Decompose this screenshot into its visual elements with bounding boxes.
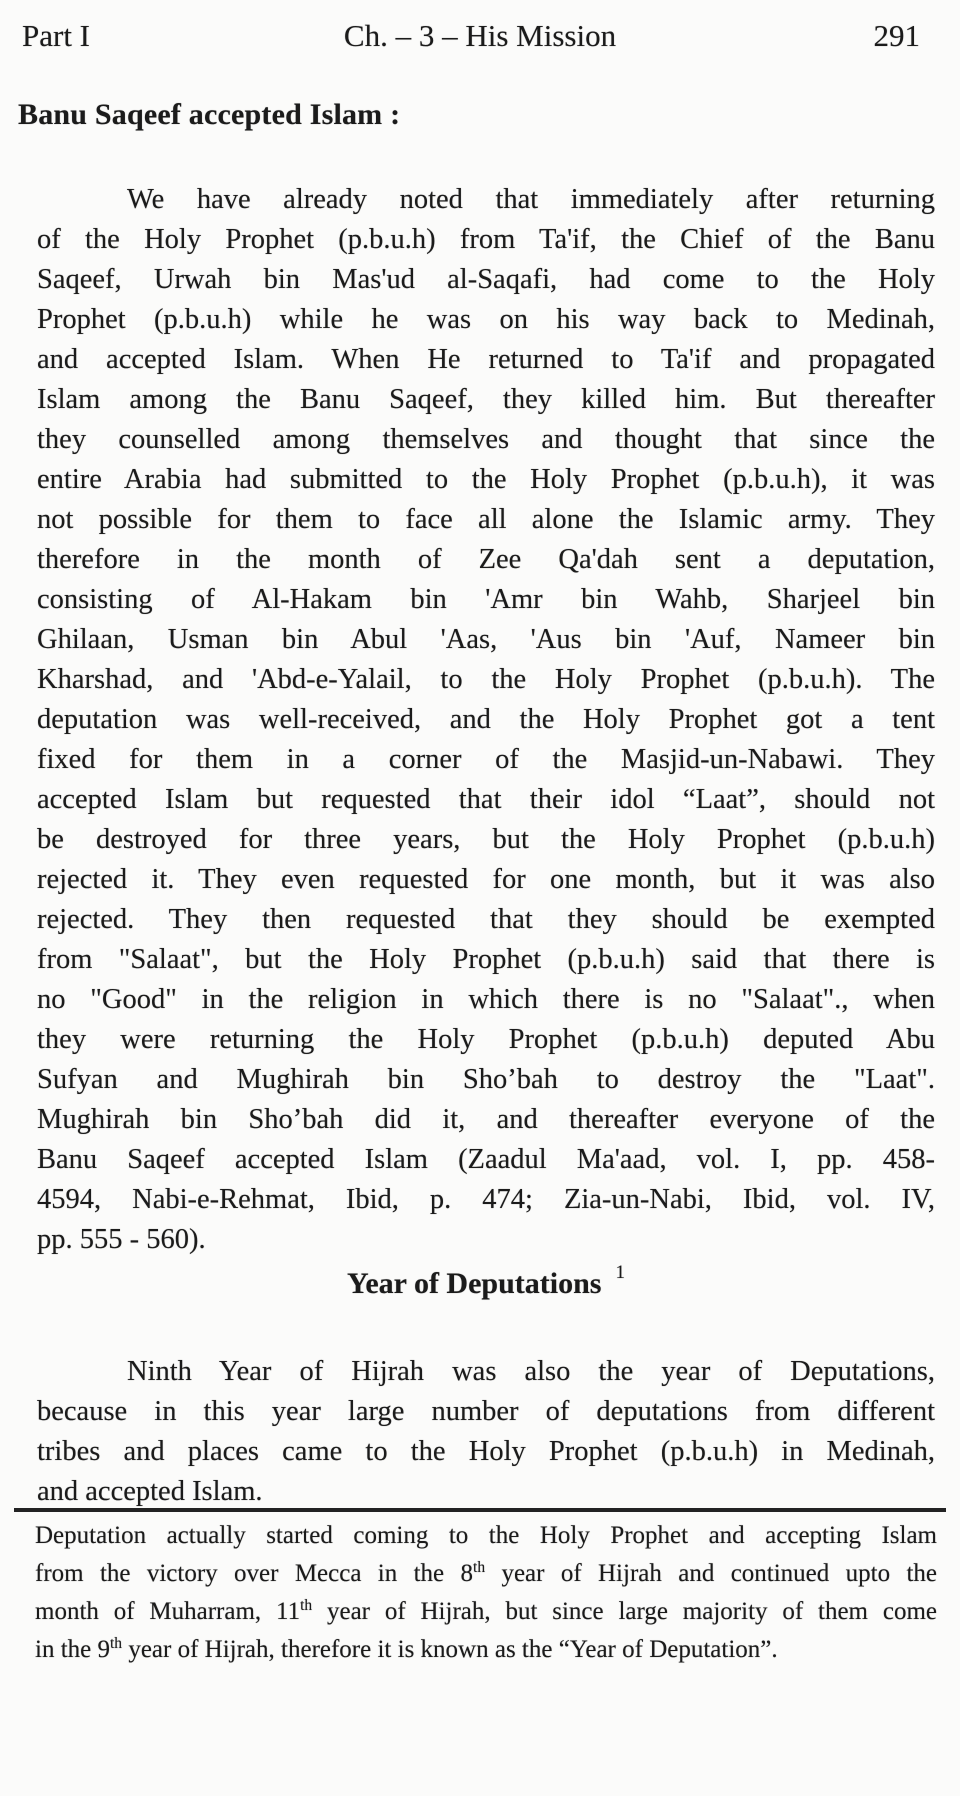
text-line: entire Arabia had submitted to the Holy Prophet (p.b.u.h), it was — [37, 464, 935, 495]
text-line: pp. 555 - 560). — [37, 1224, 206, 1255]
text-line: they counselled among themselves and thought that since the — [37, 424, 935, 455]
paragraph-ninth-year — [37, 1352, 935, 1512]
text-line: Sufyan and Mughirah bin Sho’bah to destroy the "Laat". — [37, 1064, 935, 1095]
text-line: rejected it. They even requested for one month, but it was also — [37, 864, 935, 895]
section-heading-year-of-deputations — [37, 1262, 935, 1301]
text-line: not possible for them to face all alone the Islamic army. They — [37, 504, 935, 535]
text-line: from "Salaat", but the Holy Prophet (p.b.u.h) said that there is — [37, 944, 935, 975]
text-line: accepted Islam but requested that their idol “Laat”, should not — [37, 784, 935, 815]
text-line: month of Muharram, 11th year of Hijrah, but since large majority of them come — [35, 1597, 937, 1625]
text-line: Ghilaan, Usman bin Abul 'Aas, 'Aus bin 'Auf, Nameer bin — [37, 624, 935, 655]
text-line: Islam among the Banu Saqeef, they killed him. But thereafter — [37, 384, 935, 415]
text-line: no "Good" in the religion in which there is no "Salaat"., when — [37, 984, 935, 1015]
footnote-divider-rule — [14, 1508, 946, 1512]
header-page-number: 291 — [873, 18, 920, 53]
text-line: Kharshad, and 'Abd-e-Yalail, to the Holy Prophet (p.b.u.h). The — [37, 664, 935, 695]
text-line: from the victory over Mecca in the 8th year of Hijrah and continued upto the — [35, 1559, 937, 1587]
text-line: 4594, Nabi-e-Rehmat, Ibid, p. 474; Zia-un-Nabi, Ibid, vol. IV, — [37, 1184, 935, 1215]
header-part-label: Part I — [22, 18, 91, 53]
paragraph-banu-saqeef — [37, 180, 935, 1260]
header-chapter-title: Ch. – 3 – His Mission — [343, 18, 617, 53]
text-line: Mughirah bin Sho’bah did it, and thereafter everyone of the — [37, 1104, 935, 1135]
text-line: fixed for them in a corner of the Masjid-un-Nabawi. They — [37, 744, 935, 775]
text-line: consisting of Al-Hakam bin 'Amr bin Wahb, Sharjeel bin — [37, 584, 935, 615]
text-line: be destroyed for three years, but the Holy Prophet (p.b.u.h) — [37, 824, 935, 855]
text-line: Banu Saqeef accepted Islam (Zaadul Ma'aad, vol. I, pp. 458- — [37, 1144, 935, 1175]
text-line: rejected. They then requested that they should be exempted — [37, 904, 935, 935]
text-line: they were returning the Holy Prophet (p.b.u.h) deputed Abu — [37, 1024, 935, 1055]
text-line: tribes and places came to the Holy Prophet (p.b.u.h) in Medinah, — [37, 1436, 935, 1467]
text-line: of the Holy Prophet (p.b.u.h) from Ta'if, the Chief of the Banu — [37, 224, 935, 255]
text-line: deputation was well-received, and the Holy Prophet got a tent — [37, 704, 935, 735]
text-line: and accepted Islam. When He returned to Ta'if and propagated — [37, 344, 935, 375]
text-line: therefore in the month of Zee Qa'dah sent a deputation, — [37, 544, 935, 575]
section-heading-text: Year of Deputations — [347, 1267, 602, 1300]
text-line: We have already noted that immediately after returning — [127, 184, 935, 215]
footnote-text — [35, 1517, 937, 1669]
footnote-reference-marker: 1 — [615, 1262, 625, 1283]
text-line: Prophet (p.b.u.h) while he was on his way back to Medinah, — [37, 304, 935, 335]
text-line: and accepted Islam. — [37, 1476, 263, 1507]
text-line: in the 9th year of Hijrah, therefore it is known as the “Year of Deputation”. — [35, 1635, 778, 1663]
section-heading-banu-saqeef: Banu Saqeef accepted Islam : — [18, 98, 401, 131]
running-header — [0, 18, 960, 58]
text-line: Saqeef, Urwah bin Mas'ud al-Saqafi, had come to the Holy — [37, 264, 935, 295]
text-line: Deputation actually started coming to the Holy Prophet and accepting Islam — [35, 1522, 937, 1549]
text-line: because in this year large number of deputations from different — [37, 1396, 935, 1427]
text-line: Ninth Year of Hijrah was also the year of Deputations, — [127, 1356, 935, 1387]
